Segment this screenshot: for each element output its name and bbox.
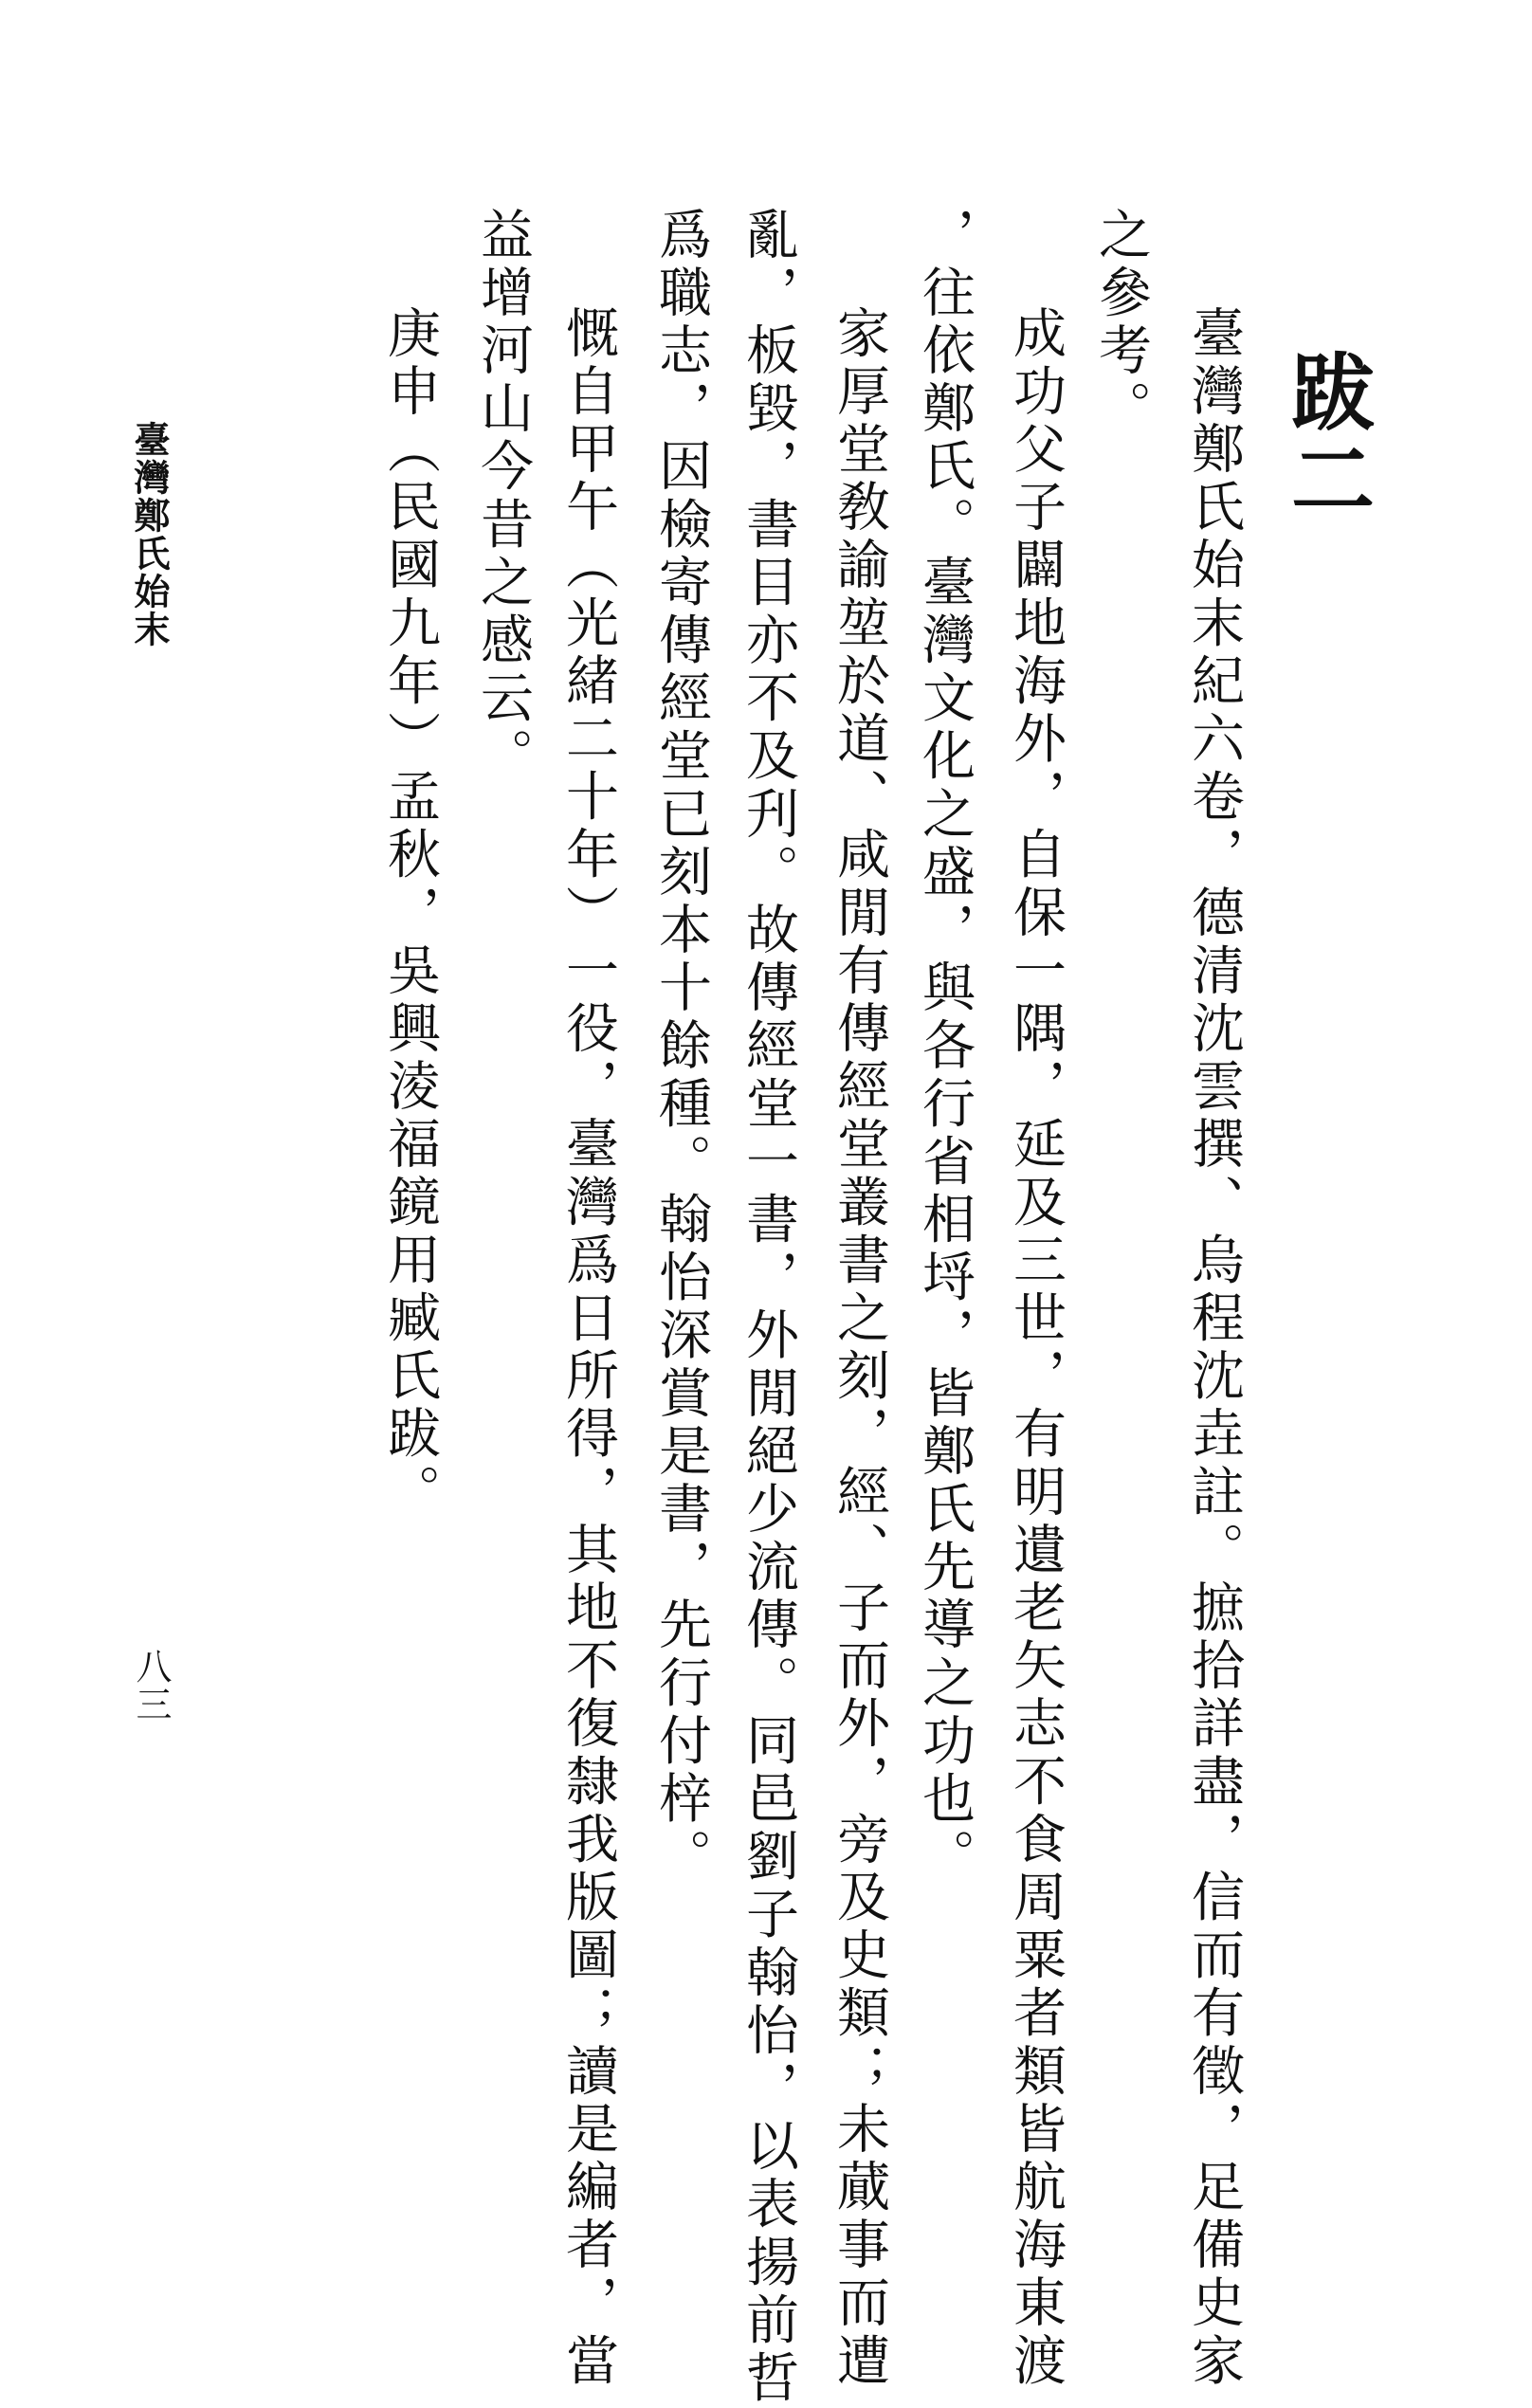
text-column-7: 爲職志，因檢寄傳經堂已刻本十餘種。翰怡深賞是書，先行付梓。 [650, 207, 712, 1887]
text-column-5: 家厚堂敎諭堃於道、咸閒有傳經堂叢書之刻，經、子而外，旁及史類；未蕆事而遭 [829, 305, 890, 2391]
signature-line: 庚申（民國九年）孟秋，吳興淩福鏡用臧氏跋。 [379, 305, 441, 1523]
text-column-6: 亂，板毀，書目亦不及刋。故傳經堂一書，外閒絕少流傳。同邑劉子翰怡，以表揚前哲 [738, 207, 799, 2408]
page-number: 八三 [130, 1648, 172, 1724]
text-column-8: 慨自甲午（光緒二十年）一役，臺灣爲日所得，其地不復隸我版圖；讀是編者，當 [557, 305, 619, 2391]
text-column-9: 益增河山今昔之感云。 [472, 207, 534, 786]
text-column-2: 之參考。 [1090, 207, 1152, 439]
running-head: 臺灣鄭氏始末 [128, 421, 171, 648]
text-column-4: ，往依鄭氏。臺灣文化之盛，與各行省相埒，皆鄭氏先導之功也。 [914, 207, 976, 1887]
text-column-3: 成功父子闢地海外，自保一隅，延及三世，有明遺老矢志不食周粟者類皆航海東渡 [1005, 305, 1067, 2391]
text-column-1: 臺灣鄭氏始末紀六卷，德清沈雲撰、烏程沈垚註。摭拾詳盡，信而有徵，足備史家 [1183, 305, 1245, 2391]
page-title: 跋二 [1278, 349, 1377, 523]
